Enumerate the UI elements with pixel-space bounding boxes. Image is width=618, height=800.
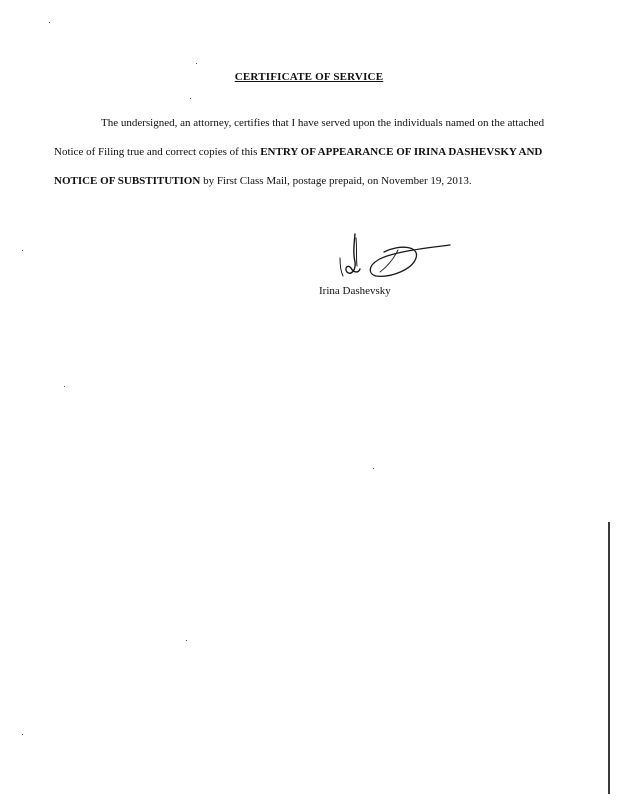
handwritten-signature <box>328 228 458 286</box>
paragraph-text-intro: The undersigned, an attorney, certifies that I have served upon the individuals named on the attached Notice of Filing true and correct copies of this <box>54 117 545 158</box>
scan-speck <box>373 468 374 469</box>
scan-speck <box>186 640 187 641</box>
paragraph-document-titles: ENTRY OF APPEARANCE OF IRINA DASHEVSKY AND NOTICE OF SUBSTITUTION <box>54 146 543 187</box>
certification-paragraph <box>54 109 554 196</box>
scan-speck <box>22 734 23 735</box>
scan-speck <box>190 98 191 99</box>
scan-speck <box>49 22 50 23</box>
scan-speck <box>64 386 65 387</box>
certificate-title: CERTIFICATE OF SERVICE <box>234 71 384 83</box>
scan-edge-line <box>608 522 610 794</box>
scan-speck <box>196 63 197 64</box>
signer-name: Irina Dashevsky <box>319 285 391 297</box>
scan-speck <box>22 250 23 251</box>
paragraph-text-closing: by First Class Mail, postage prepaid, on November 19, 2013. <box>200 175 472 187</box>
